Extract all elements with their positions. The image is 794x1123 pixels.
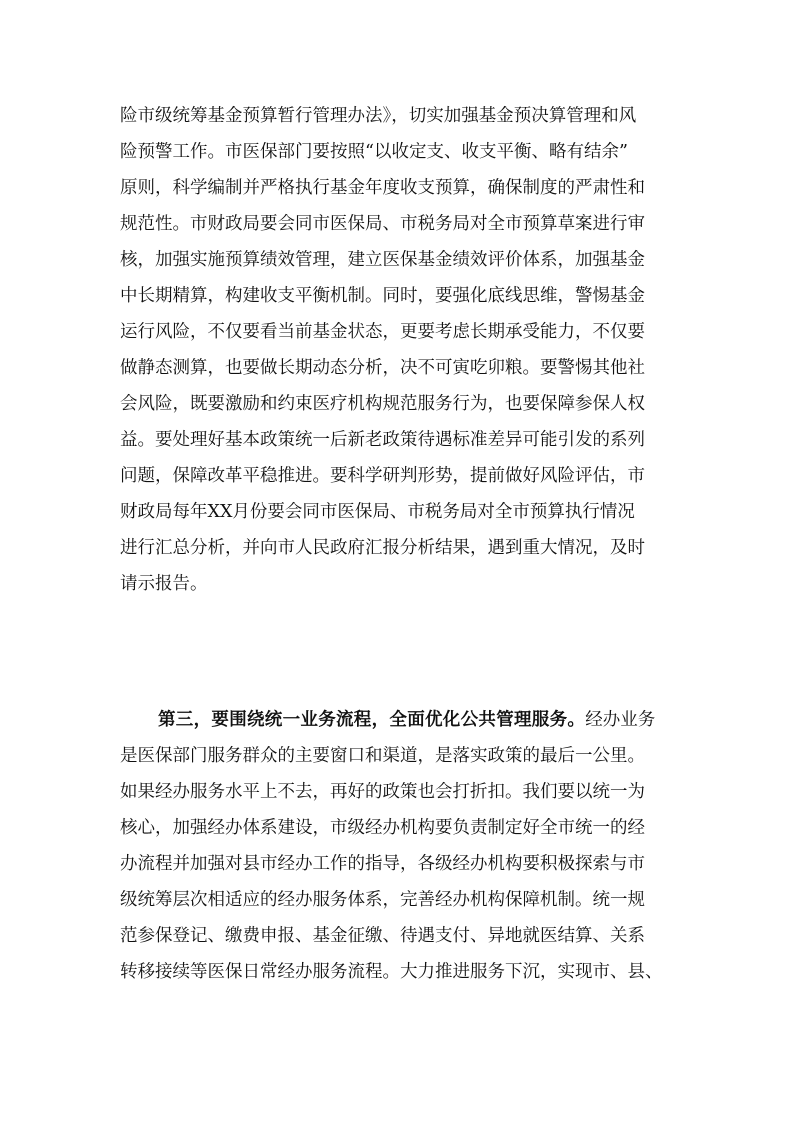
paragraph-line: 做静态测算，也要做长期动态分析，决不可寅吃卯粮。要警惕其他社 <box>120 358 645 378</box>
paragraph-line: 核心，加强经办体系建设，市级经办机构要负责制定好全市统一的经 <box>120 818 645 838</box>
paragraph-line: 请示报告。 <box>120 574 208 594</box>
paragraph-line: 级统筹层次相适应的经办服务体系，完善经办机构保障机制。统一规 <box>120 890 645 910</box>
paragraph-line: 中长期精算，构建收支平衡机制。同时，要强化底线思维，警惕基金 <box>120 286 645 306</box>
paragraph-line: 问题，保障改革平稳推进。要科学研判形势，提前做好风险评估，市 <box>120 466 645 486</box>
paragraph-business-process <box>120 702 690 990</box>
paragraph-line: 会风险，既要激励和约束医疗机构规范服务行为，也要保障参保人权 <box>120 394 645 414</box>
paragraph-line: 险市级统筹基金预算暂行管理办法》，切实加强基金预决算管理和风 <box>120 106 637 126</box>
paragraph-line: 运行风险，不仅要看当前基金状态，更要考虑长期承受能力，不仅要 <box>120 322 645 342</box>
paragraph-line: 如果经办服务水平上不去，再好的政策也会打折扣。我们要以统一为 <box>120 782 645 802</box>
paragraph-line: 是医保部门服务群众的主要窗口和渠道，是落实政策的最后一公里。 <box>120 746 645 766</box>
paragraph-line: 进行汇总分析，并向市人民政府汇报分析结果，遇到重大情况，及时 <box>120 538 645 558</box>
paragraph-line: 范参保登记、缴费申报、基金征缴、待遇支付、异地就医结算、关系 <box>120 926 645 946</box>
paragraph-line: 财政局每年XX月份要会同市医保局、市税务局对全市预算执行情况 <box>120 502 635 522</box>
paragraph-line: 险预警工作。市医保部门要按照“以收定支、收支平衡、略有结余” <box>120 142 628 162</box>
paragraph-line: 核，加强实施预算绩效管理，建立医保基金绩效评价体系，加强基金 <box>120 250 645 270</box>
paragraph-text: 经办业务 <box>585 710 656 730</box>
paragraph-first-line <box>120 702 690 738</box>
paragraph-line: 办流程并加强对县市经办工作的指导，各级经办机构要积极探索与市 <box>120 854 645 874</box>
section-heading: 第三，要围绕统一业务流程，全面优化公共管理服务。 <box>158 710 586 730</box>
paragraph-line: 规范性。市财政局要会同市医保局、市税务局对全市预算草案进行审 <box>120 214 645 234</box>
paragraph-line: 转移接续等医保日常经办服务流程。大力推进服务下沉，实现市、县、 <box>120 962 663 982</box>
paragraph-line: 益。要处理好基本政策统一后新老政策待遇标准差异可能引发的系列 <box>120 430 645 450</box>
paragraph-fund-budget <box>120 98 690 602</box>
paragraph-line: 原则，科学编制并严格执行基金年度收支预算，确保制度的严肃性和 <box>120 178 645 198</box>
